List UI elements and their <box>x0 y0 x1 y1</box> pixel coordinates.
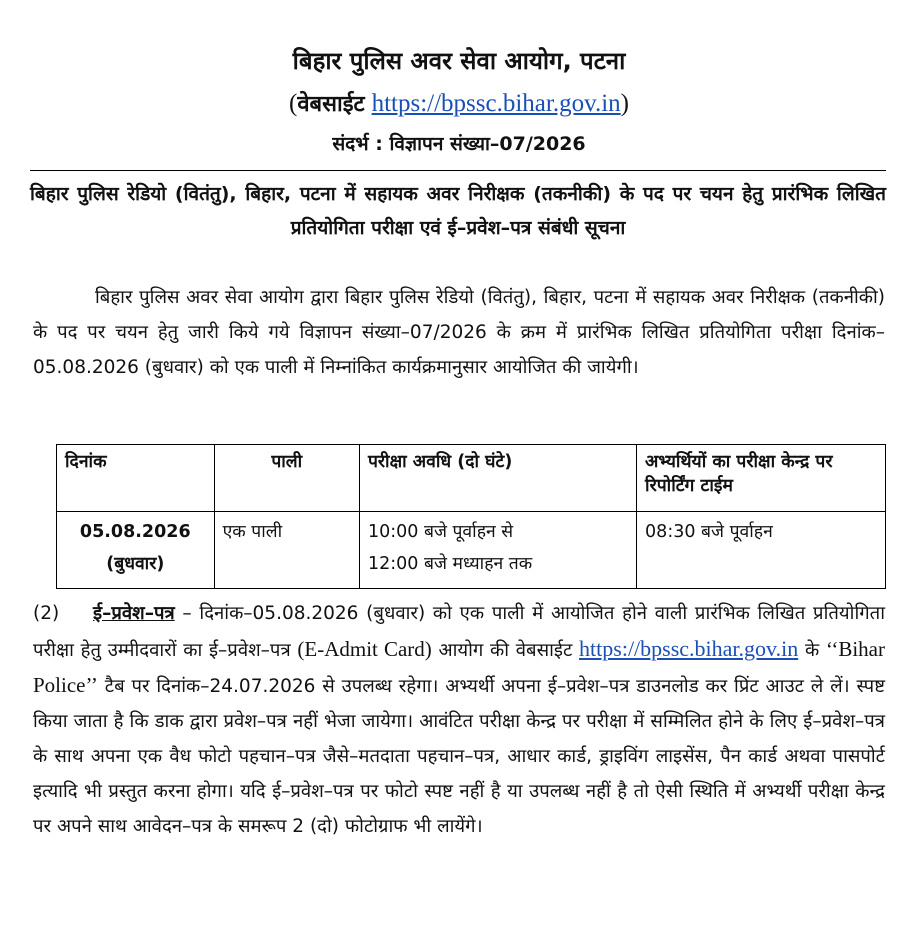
admit-website-link[interactable]: https://bpssc.bihar.gov.in <box>579 636 799 661</box>
header-date: दिनांक <box>57 445 215 512</box>
notice-subject: बिहार पुलिस रेडियो (वितंतु), बिहार, पटना में सहायक अवर निरीक्षक (तकनीकी) के पद पर चयन हेतु प्रारंभिक लिखित प्रतियोगिता परीक्षा एवं ई–प्रवेश–पत्र संबंधी सूचना <box>30 170 886 245</box>
page-title: बिहार पुलिस अवर सेवा आयोग, पटना <box>292 47 626 75</box>
website-line <box>0 88 918 118</box>
admit-text-a: – दिनांक–05.08.2026 (बुधवार) को एक पाली में आयोजित होने वाली प्रारंभिक लिखित प्रतियोगिता परीक्षा हेतु उम्मीदवारों का ई–प्रवेश–पत्र <box>33 603 885 661</box>
admit-text-b: आयोग की वेबसाईट <box>431 640 580 661</box>
intro-paragraph: बिहार पुलिस अवर सेवा आयोग द्वारा बिहार पुलिस रेडियो (वितंतु), बिहार, पटना में सहायक अवर निरीक्षक (तकनीकी) के पद पर चयन हेतु जारी किये गये विज्ञापन संख्या–07/2026 के क्रम में प्रारंभिक लिखित प्रतियोगिता परीक्षा दिनांक–05.08.2026 (बुधवार) को एक पाली में निम्नांकित कार्यक्रमानुसार आयोजित की जायेगी। <box>33 287 885 378</box>
exam-schedule-table <box>56 444 886 589</box>
table-row <box>57 512 886 589</box>
admit-card-paragraph <box>33 596 885 844</box>
admit-text-c: के <box>798 640 826 661</box>
cell-date <box>57 512 215 589</box>
header-shift: पाली <box>214 445 359 512</box>
website-link[interactable]: https://bpssc.bihar.gov.in <box>371 90 621 117</box>
admit-text-en: (E-Admit Card) <box>297 637 432 661</box>
exam-day: (बुधवार) <box>106 554 165 574</box>
header-duration: परीक्षा अवधि (दो घंटे) <box>359 445 636 512</box>
admit-text-d: टैब पर दिनांक–24.07.2026 से उपलब्ध रहेगा। अभ्यर्थी अपना ई–प्रवेश–पत्र डाउनलोड कर प्रिंट आउट ले लें। स्पष्ट किया जाता है कि डाक द्वारा प्रवेश–पत्र नहीं भेजा जायेगा। आवंटित परीक्षा केन्द्र पर परीक्षा में सम्मिलित होने के लिए ई–प्रवेश–पत्र के साथ अपना एक वैध फोटो पहचान–पत्र जैसे–मतदाता पहचान–पत्र, आधार कार्ड, ड्राइविंग लाइसेंस, पैन कार्ड अथवा पासपोर्ट इत्यादि भी प्रस्तुत करना होगा। यदि ई–प्रवेश–पत्र पर फोटो स्पष्ट नहीं है या उपलब्ध नहीं है तो ऐसी स्थिति में अभ्यर्थी परीक्षा केन्द्र पर अपने साथ आवेदन–पत्र के समरूप 2 (दो) फोटोग्राफ भी लायेंगे। <box>33 676 885 837</box>
bihar-police-tab-name: ‘‘Bihar Police’’ <box>33 637 885 697</box>
cell-duration <box>359 512 636 589</box>
reference-line: संदर्भ : विज्ञापन संख्या–07/2026 <box>332 133 586 155</box>
website-label: वेबसाईट <box>297 92 365 117</box>
duration-start: 10:00 बजे पूर्वाहन से <box>367 522 514 542</box>
cell-shift: एक पाली <box>214 512 359 589</box>
cell-reporting: 08:30 बजे पूर्वाहन <box>637 512 886 589</box>
open-paren: ( <box>289 90 298 117</box>
header-reporting-time: अभ्यर्थियों का परीक्षा केन्द्र पर रिपोर्टिंग टाईम <box>637 445 886 512</box>
admit-card-heading: ई–प्रवेश–पत्र <box>93 603 175 624</box>
exam-date: 05.08.2026 <box>79 522 191 542</box>
close-paren: ) <box>620 90 629 117</box>
table-header-row <box>57 445 886 512</box>
duration-end: 12:00 बजे मध्याहन तक <box>367 554 533 574</box>
paragraph-number: (2) <box>33 603 60 624</box>
